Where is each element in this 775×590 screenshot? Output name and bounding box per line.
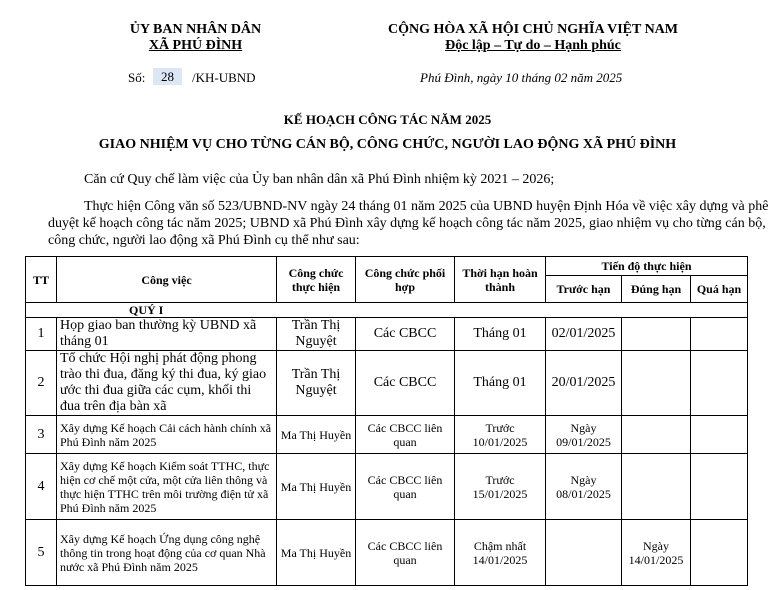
national-motto: [368, 38, 698, 54]
cell-tt: 1: [26, 318, 57, 351]
cell-truoc-han: Ngày 08/01/2025: [546, 454, 622, 520]
header-cong-viec: Công việc: [57, 257, 277, 303]
cell-cong-chuc: Ma Thị Huyền: [277, 416, 356, 454]
cell-phoi-hop: Các CBCC liên quan: [356, 454, 455, 520]
cell-cong-viec: Xây dựng Kế hoạch Cải cách hành chính xã Phú Đình năm 2025: [57, 416, 277, 454]
national-title: CỘNG HÒA XÃ HỘI CHỦ NGHĨA VIỆT NAM: [387, 22, 678, 37]
cell-dung-han: [622, 318, 691, 351]
commune-name: [108, 38, 283, 54]
cell-cong-chuc: Ma Thị Huyền: [277, 454, 356, 520]
header-tien-do: Tiến độ thực hiện: [546, 257, 748, 276]
header-tt: TT: [26, 257, 57, 303]
cell-thoi-han: Trước 15/01/2025: [455, 454, 546, 520]
header-dung-han: Đúng hạn: [622, 276, 691, 303]
cell-dung-han: [622, 416, 691, 454]
cell-phoi-hop: Các CBCC: [356, 351, 455, 416]
cell-thoi-han: Chậm nhất 14/01/2025: [455, 520, 546, 586]
agency-name: ỦY BAN NHÂN DÂN: [129, 22, 262, 37]
cell-tt: 2: [26, 351, 57, 416]
table-row: [26, 318, 748, 351]
cell-phoi-hop: Các CBCC liên quan: [356, 416, 455, 454]
cell-cong-viec: Xây dựng Kế hoạch Ứng dụng công nghệ thông tin trong hoạt động của cơ quan Nhà nước xã Phú Đình năm 2025: [57, 520, 277, 586]
cell-cong-chuc: Trần Thị Nguyệt: [277, 351, 356, 416]
cell-dung-han: [622, 351, 691, 416]
cell-truoc-han: 02/01/2025: [546, 318, 622, 351]
commune-name-text: XÃ PHÚ ĐÌNH: [148, 38, 243, 53]
table-row: [26, 454, 748, 520]
cell-tt: 4: [26, 454, 57, 520]
cell-thoi-han: Tháng 01: [455, 351, 546, 416]
cell-phoi-hop: Các CBCC liên quan: [356, 520, 455, 586]
national-motto-text: Độc lập – Tự do – Hạnh phúc: [445, 38, 621, 53]
table-row: [26, 416, 748, 454]
cell-qua-han: [691, 520, 748, 586]
header-thoi-han: Thời hạn hoàn thành: [455, 257, 546, 303]
document-number-field[interactable]: 28: [153, 68, 182, 85]
header-qua-han: Quá hạn: [691, 276, 748, 303]
cell-cong-viec: Xây dựng Kế hoạch Kiểm soát TTHC, thực hiện cơ chế một cửa, một cửa liên thông và thực hiện TTHC trên môi trường điện tử xã Phú Đình năm 2025: [57, 454, 277, 520]
cell-tt: 3: [26, 416, 57, 454]
cell-truoc-han: [546, 520, 622, 586]
cell-cong-viec: Tổ chức Hội nghị phát động phong trào thi đua, đăng ký thi đua, ký giao ước thi đua giữa các cụm, khối thi đua trên địa bàn xã: [57, 351, 277, 416]
table-row: [26, 520, 748, 586]
cell-qua-han: [691, 351, 748, 416]
header-phoi-hop: Công chức phối hợp: [356, 257, 455, 303]
section-label: QUÝ I: [26, 303, 748, 318]
cell-cong-chuc: Ma Thị Huyền: [277, 520, 356, 586]
header-cong-chuc: Công chức thực hiện: [277, 257, 356, 303]
document-number-suffix: /KH-UBND: [192, 70, 256, 85]
document-title: KẾ HOẠCH CÔNG TÁC NĂM 2025: [283, 112, 492, 127]
implementation-paragraph: Thực hiện Công văn số 523/UBND-NV ngày 24 tháng 01 năm 2025 của UBND huyện Định Hóa về việc xây dựng và phê duyệt kế hoạch công tác năm 2025; UBND xã Phú Đình xây dựng kế hoạch công tác năm 2025, giao nhiệm vụ cho từng cán bộ, công chức, người lao động xã Phú Đình cụ thể như sau:: [48, 199, 769, 248]
cell-cong-chuc: Trần Thị Nguyệt: [277, 318, 356, 351]
section-row: [26, 303, 748, 318]
cell-qua-han: [691, 318, 748, 351]
cell-dung-han: Ngày 14/01/2025: [622, 520, 691, 586]
legal-basis-paragraph: Căn cứ Quy chế làm việc của Ủy ban nhân dân xã Phú Đình nhiệm kỳ 2021 – 2026;: [84, 172, 555, 187]
cell-qua-han: [691, 454, 748, 520]
document-subtitle: GIAO NHIỆM VỤ CHO TỪNG CÁN BỘ, CÔNG CHỨC, NGƯỜI LAO ĐỘNG XÃ PHÚ ĐÌNH: [98, 137, 677, 152]
cell-qua-han: [691, 416, 748, 454]
document-number-label: Số:: [128, 70, 146, 85]
header-truoc-han: Trước hạn: [546, 276, 622, 303]
table-row: [26, 351, 748, 416]
cell-truoc-han: Ngày 09/01/2025: [546, 416, 622, 454]
cell-dung-han: [622, 454, 691, 520]
cell-thoi-han: Trước 10/01/2025: [455, 416, 546, 454]
cell-cong-viec: Họp giao ban thường kỳ UBND xã tháng 01: [57, 318, 277, 351]
work-plan-table: [25, 256, 748, 586]
table-header-row: [26, 257, 748, 276]
document-dateline: Phú Đình, ngày 10 tháng 02 năm 2025: [420, 70, 623, 85]
cell-truoc-han: 20/01/2025: [546, 351, 622, 416]
cell-tt: 5: [26, 520, 57, 586]
cell-thoi-han: Tháng 01: [455, 318, 546, 351]
cell-phoi-hop: Các CBCC: [356, 318, 455, 351]
